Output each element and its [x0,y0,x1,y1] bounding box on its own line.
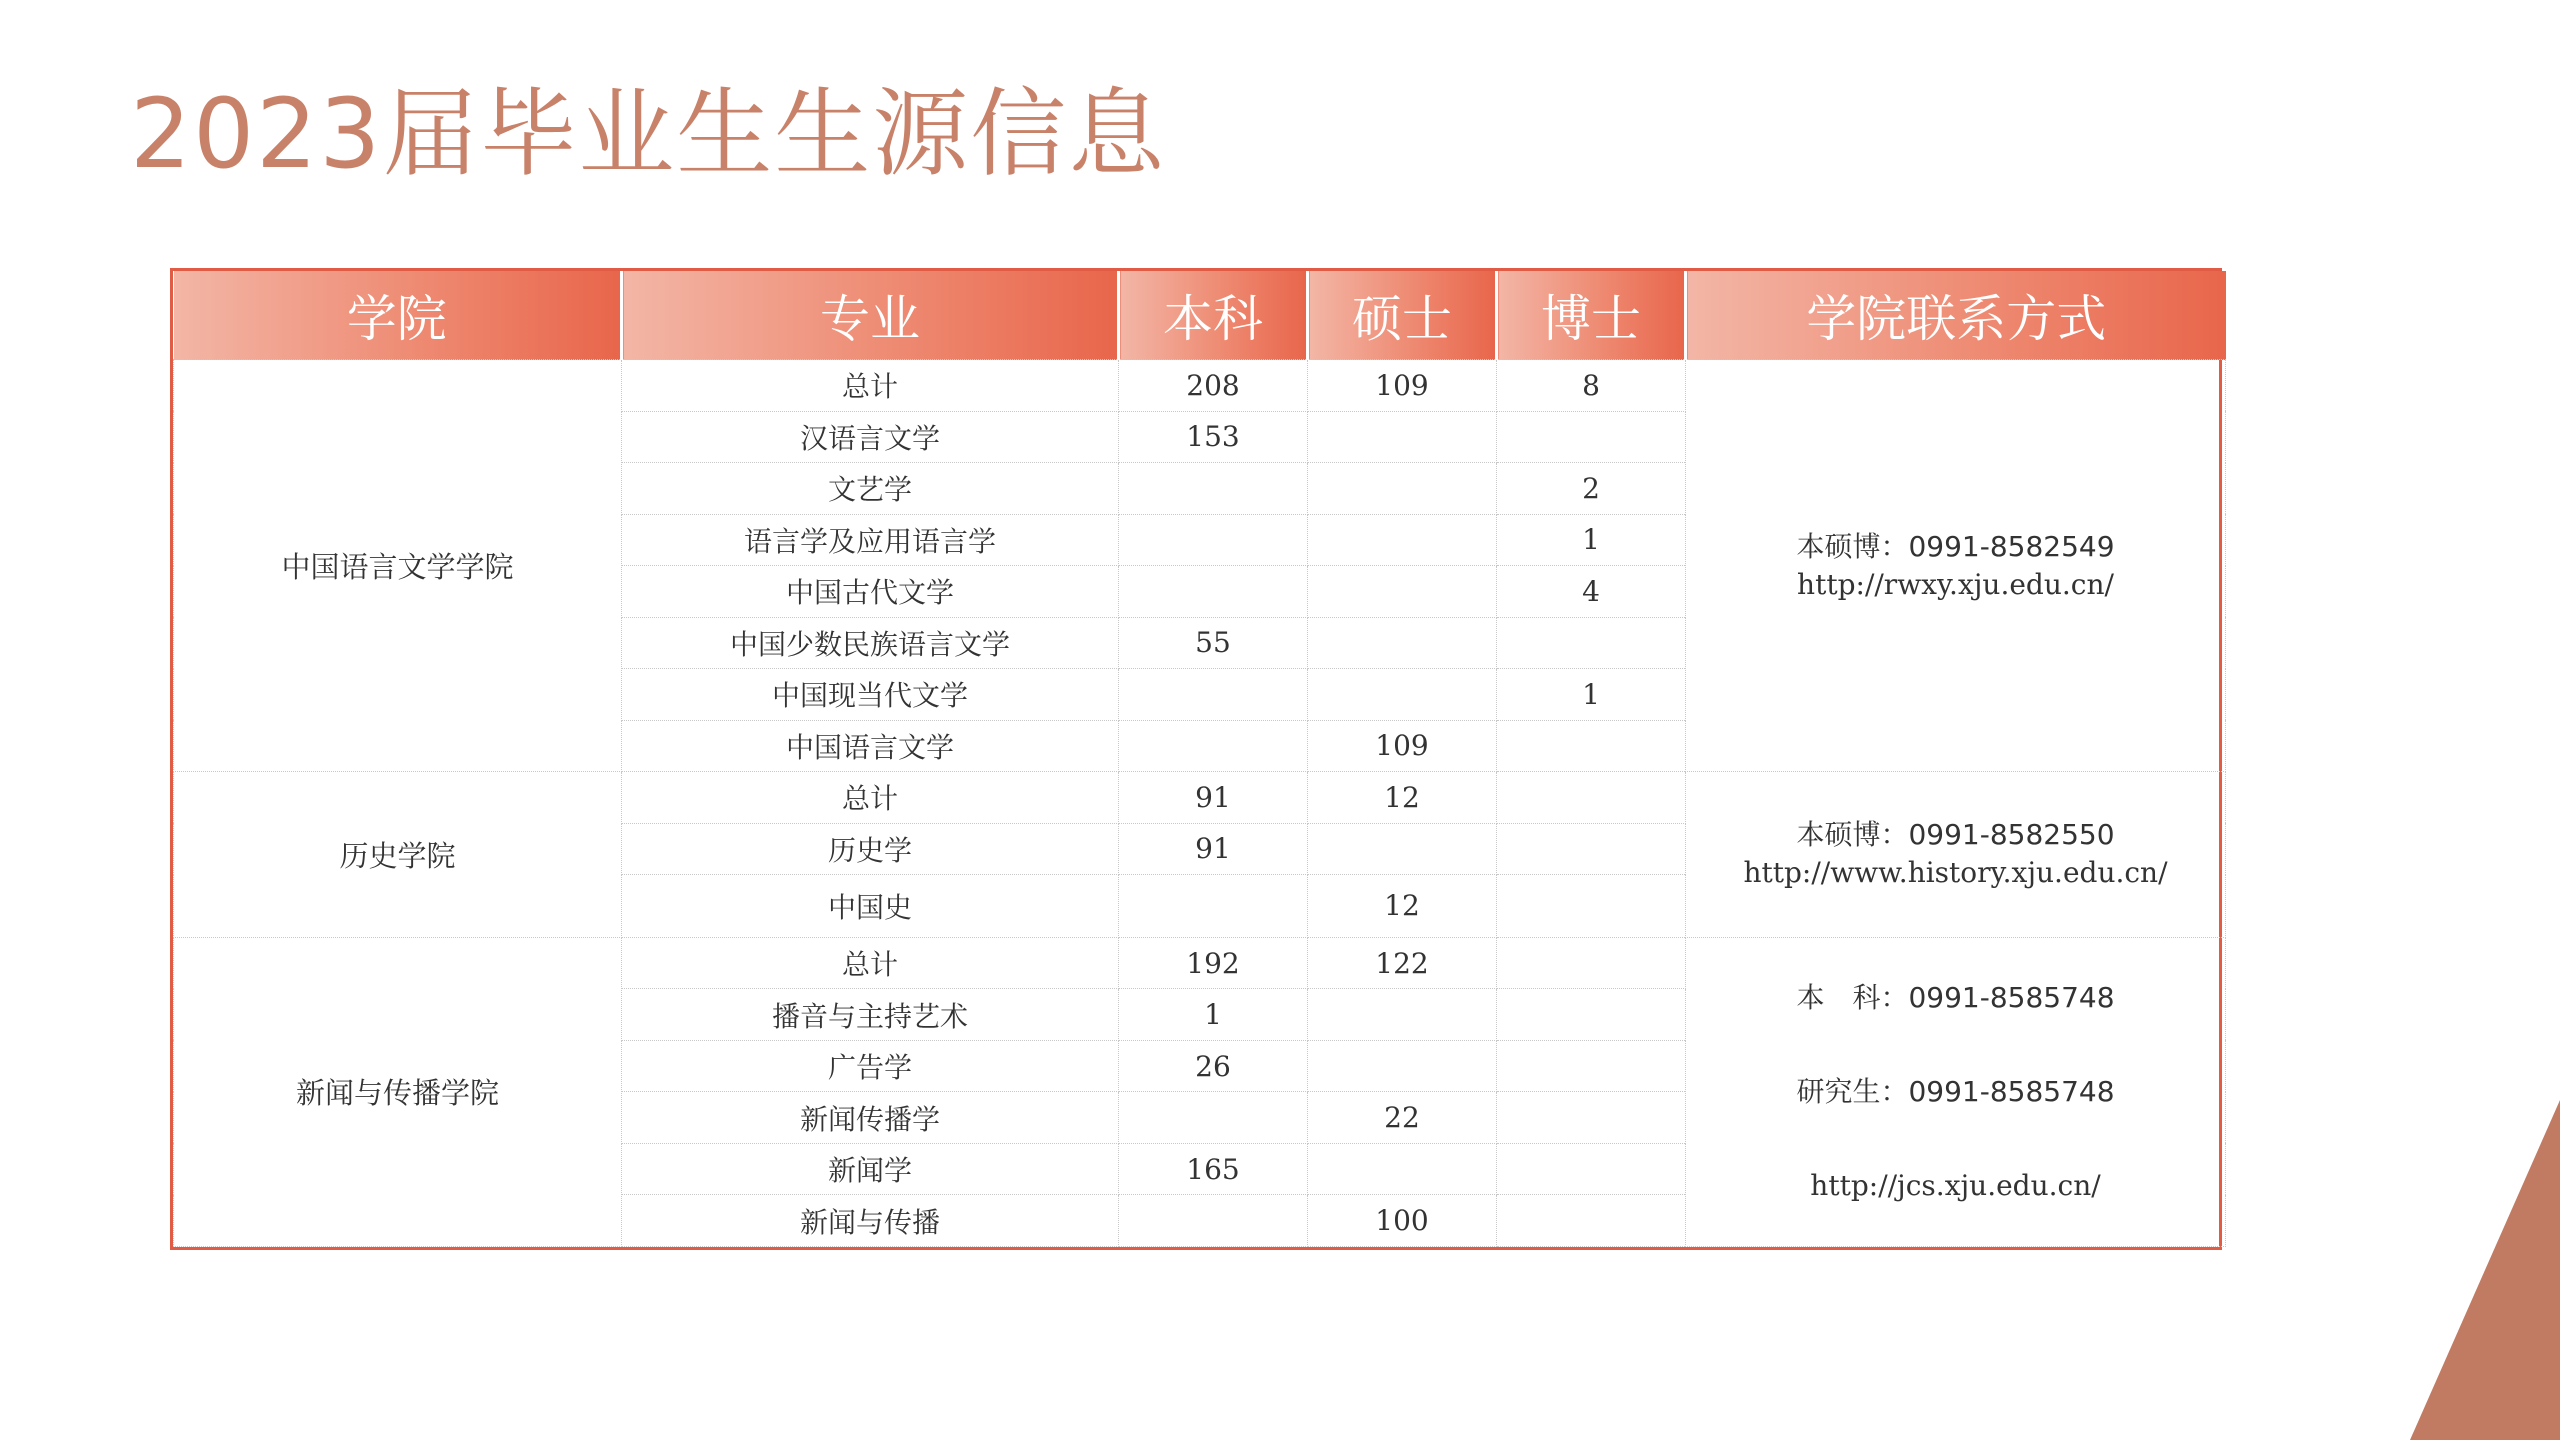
bachelor-cell: 91 [1119,823,1308,875]
contact-phone: 0991-8582550 [1908,818,2115,852]
bachelor-cell: 55 [1119,617,1308,669]
bachelor-cell [1119,669,1308,721]
bachelor-cell: 91 [1119,772,1308,824]
bachelor-cell: 192 [1119,937,1308,989]
header-college: 学院 [174,271,622,360]
contact-label: 本硕博： [1796,529,1909,563]
doctor-cell [1497,823,1686,875]
college-name: 新闻与传播学院 [174,937,622,1246]
master-cell [1308,669,1497,721]
major-cell: 广告学 [622,1040,1119,1092]
bachelor-cell: 1 [1119,989,1308,1041]
bachelor-cell [1119,1092,1308,1144]
major-cell: 总计 [622,360,1119,412]
doctor-cell [1497,1040,1686,1092]
major-cell: 总计 [622,937,1119,989]
bachelor-cell [1119,566,1308,618]
bachelor-cell [1119,1195,1308,1247]
bachelor-cell [1119,463,1308,515]
bachelor-cell [1119,514,1308,566]
college-contact [1686,360,2226,772]
doctor-cell [1497,1195,1686,1247]
header-major: 专业 [622,271,1119,360]
master-cell [1308,989,1497,1041]
master-cell [1308,617,1497,669]
bachelor-cell: 26 [1119,1040,1308,1092]
college-name: 历史学院 [174,772,622,938]
header-contact: 学院联系方式 [1686,271,2226,360]
contact-phone: 0991-8585748 [1908,1074,2115,1108]
table-row [174,360,2226,412]
contact-url: http://www.history.xju.edu.cn/ [1743,856,2168,890]
master-cell: 109 [1308,360,1497,412]
bachelor-cell [1119,720,1308,772]
college-contact [1686,937,2226,1246]
master-cell: 22 [1308,1092,1497,1144]
major-cell: 中国古代文学 [622,566,1119,618]
doctor-cell [1497,1092,1686,1144]
master-cell [1308,823,1497,875]
major-cell: 总计 [622,772,1119,824]
major-cell: 文艺学 [622,463,1119,515]
doctor-cell [1497,875,1686,938]
bachelor-cell [1119,875,1308,938]
bachelor-cell: 153 [1119,411,1308,463]
major-cell: 汉语言文学 [622,411,1119,463]
doctor-cell: 8 [1497,360,1686,412]
table-row [174,937,2226,989]
header-doctor: 博士 [1497,271,1686,360]
master-cell: 122 [1308,937,1497,989]
college-name: 中国语言文学学院 [174,360,622,772]
major-cell: 中国现当代文学 [622,669,1119,721]
contact-label: 研究生： [1796,1074,1909,1108]
bachelor-cell: 208 [1119,360,1308,412]
header-master: 硕士 [1308,271,1497,360]
major-cell: 历史学 [622,823,1119,875]
master-cell [1308,1040,1497,1092]
college-contact [1686,772,2226,938]
master-cell: 109 [1308,720,1497,772]
table-row [174,772,2226,824]
master-cell [1308,463,1497,515]
master-cell [1308,514,1497,566]
doctor-cell: 4 [1497,566,1686,618]
contact-url: http://rwxy.xju.edu.cn/ [1797,567,2114,601]
table-header-row [174,271,2226,360]
contact-phone: 0991-8585748 [1908,980,2115,1014]
master-cell [1308,411,1497,463]
contact-url: http://jcs.xju.edu.cn/ [1810,1168,2101,1202]
major-cell: 新闻传播学 [622,1092,1119,1144]
major-cell: 中国语言文学 [622,720,1119,772]
page-title: 2023届毕业生生源信息 [130,78,1167,190]
master-cell: 12 [1308,875,1497,938]
major-cell: 播音与主持艺术 [622,989,1119,1041]
doctor-cell [1497,937,1686,989]
major-cell: 中国少数民族语言文学 [622,617,1119,669]
major-cell: 新闻学 [622,1143,1119,1195]
major-cell: 中国史 [622,875,1119,938]
doctor-cell [1497,617,1686,669]
graduates-table [170,268,2222,1250]
doctor-cell [1497,772,1686,824]
bachelor-cell: 165 [1119,1143,1308,1195]
doctor-cell: 2 [1497,463,1686,515]
doctor-cell: 1 [1497,669,1686,721]
major-cell: 语言学及应用语言学 [622,514,1119,566]
master-cell: 100 [1308,1195,1497,1247]
doctor-cell [1497,411,1686,463]
contact-phone: 0991-8582549 [1908,529,2115,563]
contact-label: 本硕博： [1796,818,1909,852]
contact-label: 本 科： [1796,980,1909,1014]
corner-decoration [2410,1100,2560,1440]
doctor-cell: 1 [1497,514,1686,566]
master-cell [1308,1143,1497,1195]
master-cell [1308,566,1497,618]
doctor-cell [1497,720,1686,772]
major-cell: 新闻与传播 [622,1195,1119,1247]
header-bachelor: 本科 [1119,271,1308,360]
doctor-cell [1497,989,1686,1041]
master-cell: 12 [1308,772,1497,824]
doctor-cell [1497,1143,1686,1195]
